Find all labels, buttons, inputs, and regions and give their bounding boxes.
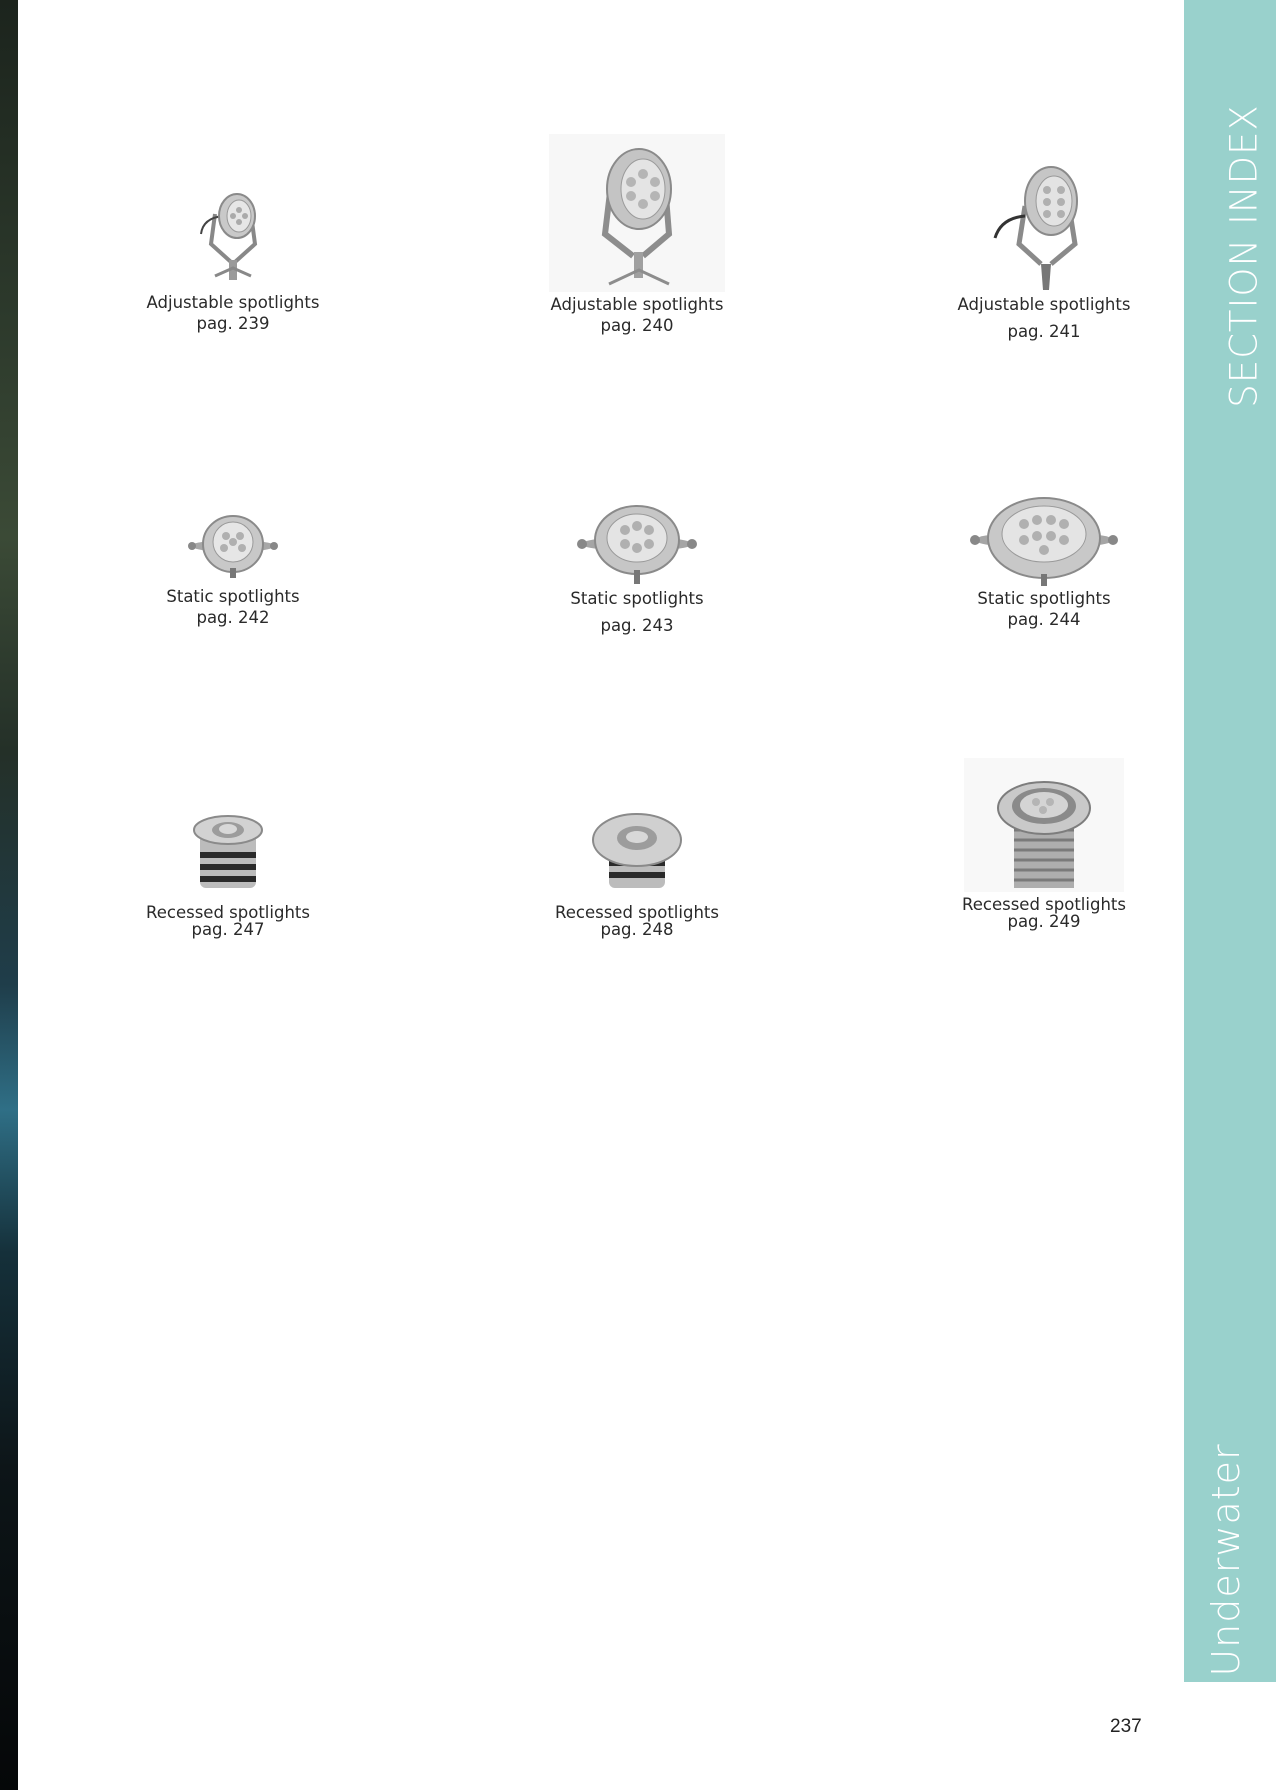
item-title: Recessed spotlights xyxy=(962,895,1126,914)
item-title: Static spotlights xyxy=(570,589,704,608)
static-spotlight-small-icon xyxy=(188,514,278,578)
index-item-adjustable-239[interactable] xyxy=(103,184,363,334)
item-title: Recessed spotlights xyxy=(555,903,719,922)
recessed-spotlight-large-icon xyxy=(964,758,1124,892)
index-item-recessed-247[interactable] xyxy=(98,812,358,940)
adjustable-spotlight-6led-icon xyxy=(549,134,725,292)
item-page[interactable]: pag. 240 xyxy=(600,316,674,335)
item-page[interactable]: pag. 244 xyxy=(1007,610,1081,629)
index-item-static-242[interactable] xyxy=(103,514,363,628)
item-page[interactable]: pag. 248 xyxy=(600,920,674,939)
background-photo-strip xyxy=(0,0,18,1790)
item-title: Adjustable spotlights xyxy=(146,293,320,312)
category-label-box xyxy=(1200,1443,1252,1677)
index-item-adjustable-241[interactable] xyxy=(914,156,1174,342)
index-item-static-243[interactable] xyxy=(507,504,767,636)
item-title: Recessed spotlights xyxy=(146,903,310,922)
static-spotlight-medium-icon xyxy=(577,504,697,584)
index-item-recessed-248[interactable] xyxy=(507,812,767,940)
item-page[interactable]: pag. 242 xyxy=(196,608,270,627)
item-title: Adjustable spotlights xyxy=(550,295,724,314)
item-page[interactable]: pag. 241 xyxy=(1007,322,1081,341)
section-index-heading xyxy=(1218,106,1270,406)
section-index-label: SECTION INDEX xyxy=(1222,104,1266,408)
static-spotlight-large-icon xyxy=(969,494,1119,586)
index-item-static-244[interactable] xyxy=(914,494,1174,630)
category-label: Underwater xyxy=(1204,1443,1248,1677)
recessed-spotlight-medium-icon xyxy=(591,812,683,892)
item-title: Adjustable spotlights xyxy=(957,295,1131,314)
adjustable-spotlight-small-icon xyxy=(193,184,273,284)
adjustable-spotlight-9led-icon xyxy=(989,156,1099,292)
index-item-recessed-249[interactable] xyxy=(914,758,1174,932)
item-title: Static spotlights xyxy=(977,589,1111,608)
item-page[interactable]: pag. 249 xyxy=(1007,912,1081,931)
index-item-adjustable-240[interactable] xyxy=(507,134,767,336)
item-title: Static spotlights xyxy=(166,587,300,606)
item-page[interactable]: pag. 239 xyxy=(196,314,270,333)
item-page[interactable]: pag. 247 xyxy=(191,920,265,939)
item-page[interactable]: pag. 243 xyxy=(600,616,674,635)
recessed-spotlight-small-icon xyxy=(192,812,264,892)
page-number: 237 xyxy=(1110,1716,1142,1737)
